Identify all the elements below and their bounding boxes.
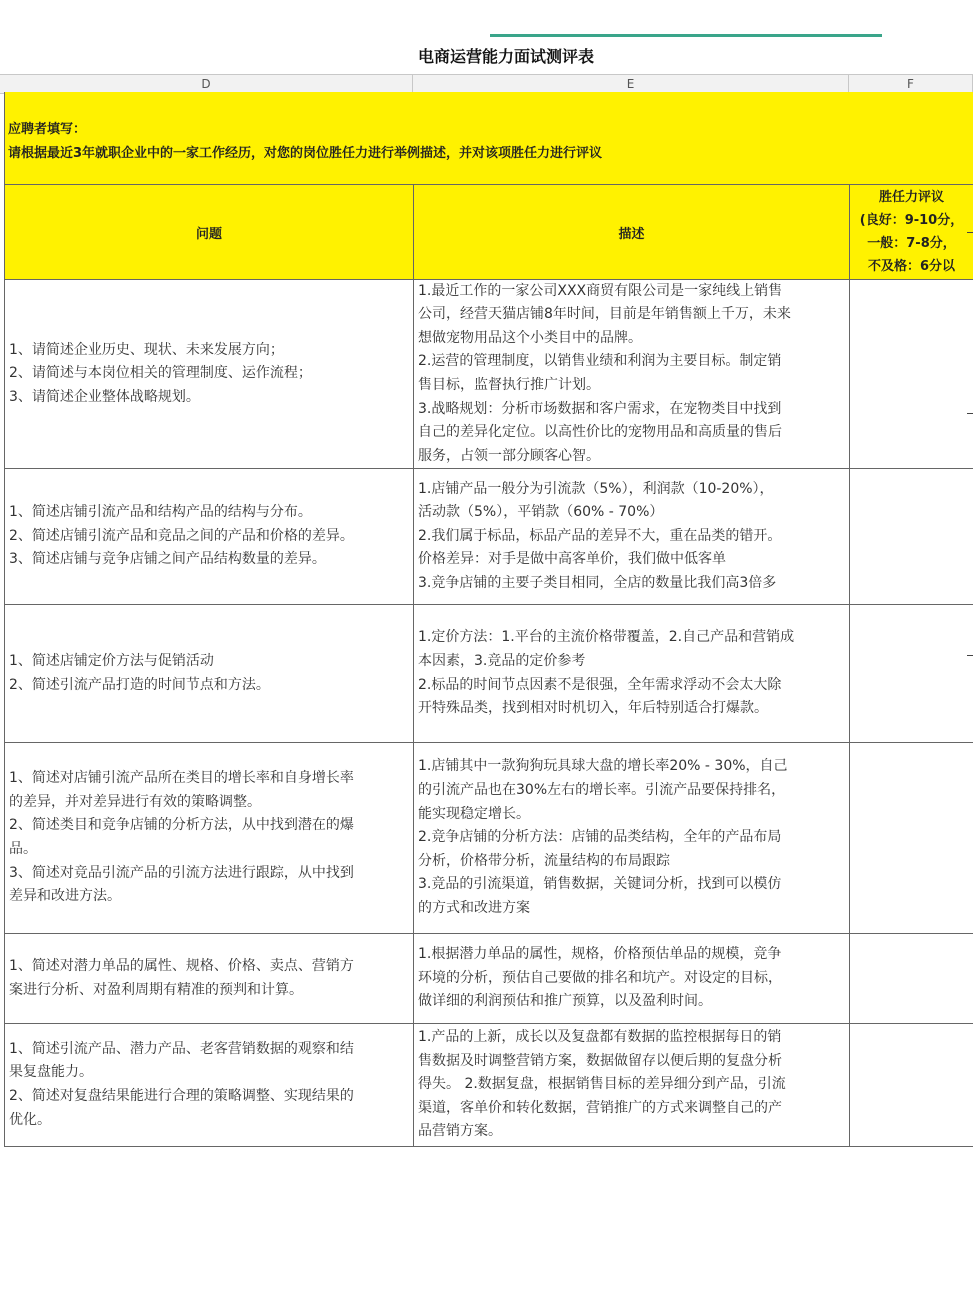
question-cell[interactable] bbox=[4, 280, 413, 468]
table-row bbox=[4, 743, 973, 934]
question-line: 2、简述引流产品打造的时间节点和方法。 bbox=[9, 676, 270, 693]
header-description-label: 描述 bbox=[618, 226, 645, 242]
description-line: 开特殊品类，找到相对时机切入，年后特别适合打爆款。 bbox=[418, 700, 768, 717]
description-line: 1.最近工作的一家公司XXX商贸有限公司是一家纯线上销售 bbox=[418, 282, 783, 299]
description-line: 售目标，监督执行推广计划。 bbox=[418, 377, 600, 393]
rating-cell[interactable] bbox=[849, 743, 973, 933]
description-line: 想做宠物用品这个小类目中的品牌。 bbox=[418, 329, 642, 346]
description-line: 得失。 2.数据复盘，根据销售目标的差异细分到产品，引流 bbox=[418, 1076, 786, 1093]
question-line: 2、简述对复盘结果能进行合理的策略调整、实现结果的 bbox=[9, 1088, 354, 1104]
table-row bbox=[4, 934, 973, 1024]
edge-tick bbox=[967, 655, 973, 656]
header-rating-cell[interactable] bbox=[849, 185, 973, 280]
description-line: 3.竞品的引流渠道，销售数据，关键词分析，找到可以模仿 bbox=[418, 876, 782, 893]
table-row bbox=[4, 280, 973, 469]
edge-tick bbox=[967, 413, 973, 414]
description-line: 1.店铺产品一般分为引流款（5%），利润款（10-20%）， bbox=[418, 480, 774, 497]
rating-cell[interactable] bbox=[849, 1024, 973, 1146]
description-line: 环境的分析，预估自己要做的排名和坑产。对设定的目标， bbox=[418, 969, 782, 986]
rating-line: (良好：9-10分， bbox=[859, 213, 964, 228]
question-line: 1、简述店铺引流产品和结构产品的结构与分布。 bbox=[9, 504, 312, 521]
question-line: 3、简述对竞品引流产品的引流方法进行跟踪，从中找到 bbox=[9, 864, 354, 881]
description-line: 2.竞争店铺的分析方法：店铺的品类结构，全年的产品布局 bbox=[418, 829, 782, 846]
description-line: 分析，价格带分析，流量结构的布局跟踪 bbox=[418, 852, 670, 869]
description-cell[interactable] bbox=[413, 280, 849, 468]
description-line: 1.根据潜力单品的属性，规格，价格预估单品的规模，竞争 bbox=[418, 946, 782, 963]
description-line: 能实现稳定增长。 bbox=[418, 805, 530, 822]
question-cell[interactable] bbox=[4, 743, 413, 933]
question-line: 1、简述店铺定价方法与促销活动 bbox=[9, 652, 214, 669]
question-cell[interactable] bbox=[4, 469, 413, 604]
question-line: 3、简述店铺与竞争店铺之间产品结构数量的差异。 bbox=[9, 551, 326, 568]
description-line: 2.运营的管理制度，以销售业绩和利润为主要目标。制定销 bbox=[418, 353, 782, 370]
description-cell[interactable] bbox=[413, 605, 849, 742]
column-header-e[interactable]: E bbox=[413, 75, 849, 93]
column-header-f[interactable]: F bbox=[849, 75, 973, 93]
question-line: 1、简述对店铺引流产品所在类目的增长率和自身增长率 bbox=[9, 770, 354, 787]
description-cell[interactable] bbox=[413, 469, 849, 604]
header-description-cell[interactable] bbox=[413, 185, 849, 280]
header-question-cell[interactable] bbox=[4, 185, 413, 280]
table-row bbox=[4, 469, 973, 605]
instruction-cell[interactable] bbox=[4, 92, 973, 185]
question-line: 3、请简述企业整体战略规划。 bbox=[9, 388, 200, 405]
column-header-d[interactable]: D bbox=[0, 75, 413, 93]
description-line: 品营销方案。 bbox=[418, 1123, 502, 1140]
question-line: 1、请简述企业历史、现状、未来发展方向； bbox=[9, 341, 284, 358]
description-line: 3.战略规划：分析市场数据和客户需求，在宠物类目中找到 bbox=[418, 400, 782, 417]
rating-line: 一般：7-8分， bbox=[867, 236, 956, 251]
description-line: 本因素，3.竞品的定价参考 bbox=[418, 652, 586, 669]
description-line: 2.标品的时间节点因素不是很强，全年需求浮动不会太大除 bbox=[418, 676, 782, 693]
question-line: 2、请简述与本岗位相关的管理制度、运作流程； bbox=[9, 365, 312, 382]
header-question-label: 问题 bbox=[195, 226, 222, 242]
question-line: 1、简述引流产品、潜力产品、老客营销数据的观察和结 bbox=[9, 1040, 354, 1057]
description-line: 的方式和改进方案 bbox=[418, 899, 530, 916]
description-cell[interactable] bbox=[413, 934, 849, 1023]
sheet-title: 电商运营能力面试测评表 bbox=[417, 47, 594, 66]
question-line: 的差异，并对差异进行有效的策略调整。 bbox=[9, 793, 261, 810]
description-cell[interactable] bbox=[413, 743, 849, 933]
description-line: 1.定价方法：1.平台的主流价格带覆盖，2.自己产品和营销成 bbox=[418, 629, 795, 646]
description-line: 3.竞争店铺的主要子类目相同，全店的数量比我们高3倍多 bbox=[418, 574, 777, 591]
top-accent-line bbox=[490, 34, 882, 37]
description-line: 公司，经营天猫店铺8年时间，目前是年销售额上千万，未来 bbox=[418, 306, 791, 323]
description-line: 做详细的利润预估和推广预算，以及盈利时间。 bbox=[418, 993, 712, 1010]
description-line: 自己的差异化定位。以高性价比的宠物用品和高质量的售后 bbox=[418, 424, 782, 441]
edge-tick bbox=[967, 232, 973, 233]
description-cell[interactable] bbox=[413, 1024, 849, 1146]
description-line: 活动款（5%），平销款（60% - 70%） bbox=[418, 504, 664, 521]
description-line: 1.店铺其中一款狗狗玩具球大盘的增长率20% - 30%，自己 bbox=[418, 758, 788, 775]
question-line: 2、简述类目和竞争店铺的分析方法，从中找到潜在的爆 bbox=[9, 817, 354, 834]
instruction-line-1: 应聘者填写： bbox=[8, 122, 87, 137]
rating-cell[interactable] bbox=[849, 605, 973, 742]
description-line: 2.我们属于标品，标品产品的差异不大，重在品类的错开。 bbox=[418, 527, 782, 544]
rating-cell[interactable] bbox=[849, 934, 973, 1023]
description-line: 1.产品的上新，成长以及复盘都有数据的监控根据每日的销 bbox=[418, 1029, 782, 1046]
question-cell[interactable] bbox=[4, 934, 413, 1023]
question-line: 品。 bbox=[9, 841, 37, 857]
column-header-bar bbox=[0, 74, 973, 94]
rating-line: 不及格：6分以 bbox=[867, 259, 956, 274]
rating-cell[interactable] bbox=[849, 280, 973, 468]
description-line: 售数据及时调整营销方案，数据做留存以便后期的复盘分析 bbox=[418, 1052, 782, 1069]
question-cell[interactable] bbox=[4, 1024, 413, 1146]
question-line: 2、简述店铺引流产品和竞品之间的产品和价格的差异。 bbox=[9, 527, 354, 544]
question-line: 优化。 bbox=[9, 1111, 51, 1128]
description-line: 渠道，客单价和转化数据，营销推广的方式来调整自己的产 bbox=[418, 1099, 782, 1116]
description-line: 服务，占领一部分顾客心智。 bbox=[418, 447, 600, 464]
question-line: 果复盘能力。 bbox=[9, 1064, 93, 1081]
question-line: 差异和改进方法。 bbox=[9, 888, 121, 905]
table-row bbox=[4, 605, 973, 743]
question-cell[interactable] bbox=[4, 605, 413, 742]
description-line: 价格差异：对手是做中高客单价，我们做中低客单 bbox=[418, 551, 726, 568]
description-line: 的引流产品也在30%左右的增长率。引流产品要保持排名， bbox=[418, 782, 786, 799]
question-line: 案进行分析、对盈利周期有精准的预判和计算。 bbox=[9, 981, 303, 998]
instruction-line-2: 请根据最近3年就职企业中的一家工作经历，对您的岗位胜任力进行举例描述，并对该项胜任力进行评议 bbox=[8, 146, 603, 161]
rating-cell[interactable] bbox=[849, 469, 973, 604]
question-line: 1、简述对潜力单品的属性、规格、价格、卖点、营销方 bbox=[9, 957, 354, 974]
rating-line: 胜任力评议 bbox=[878, 190, 944, 205]
table-row bbox=[4, 1024, 973, 1147]
